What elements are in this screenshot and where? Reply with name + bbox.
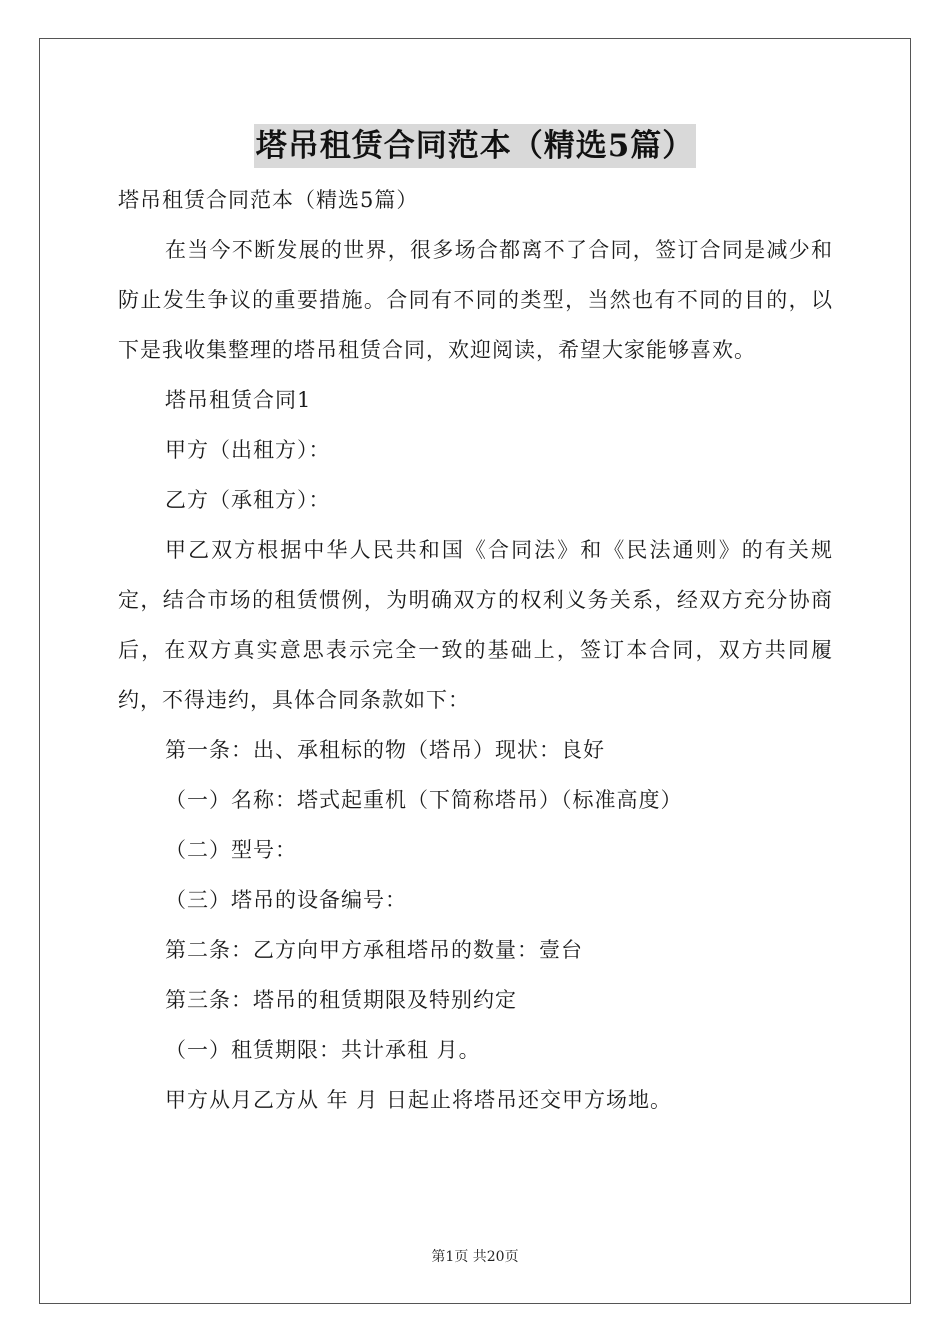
paragraph: 第二条：乙方向甲方承租塔吊的数量：壹台 [165, 938, 583, 962]
paragraph: 乙方（承租方）： [165, 488, 331, 512]
paragraph: 甲方（出租方）： [165, 438, 331, 462]
document-title: 塔吊租赁合同范本（精选5篇） [254, 124, 697, 168]
document-body [118, 175, 833, 1125]
paragraph: 甲方从月乙方从 年 月 日起止将塔吊还交甲方场地。 [165, 1088, 673, 1112]
paragraph: 在当今不断发展的世界，很多场合都离不了合同，签订合同是减少和防止发生争议的重要措施。合同有不同的类型，当然也有不同的目的，以下是我收集整理的塔吊租赁合同，欢迎阅读，希望大家能够喜欢。 [118, 238, 833, 362]
paragraph: 塔吊租赁合同1 [165, 388, 312, 412]
paragraph: 第一条：出、承租标的物（塔吊）现状：良好 [165, 738, 605, 762]
paragraph: （二）型号： [165, 838, 297, 862]
paragraph: （一）租赁期限：共计承租 月。 [165, 1038, 481, 1062]
paragraph: （三）塔吊的设备编号： [165, 888, 407, 912]
paragraph: 塔吊租赁合同范本（精选5篇） [118, 188, 419, 212]
title-container [0, 124, 950, 168]
paragraph: 第三条：塔吊的租赁期限及特别约定 [165, 988, 517, 1012]
paragraph: （一）名称：塔式起重机（下简称塔吊）（标准高度） [165, 788, 683, 812]
paragraph: 甲乙双方根据中华人民共和国《合同法》和《民法通则》的有关规定，结合市场的租赁惯例，为明确双方的权利义务关系，经双方充分协商后，在双方真实意思表示完全一致的基础上，签订本合同，双方共同履约，不得违约，具体合同条款如下： [118, 538, 833, 712]
page-number-footer: 第1页 共20页 [431, 1249, 519, 1265]
